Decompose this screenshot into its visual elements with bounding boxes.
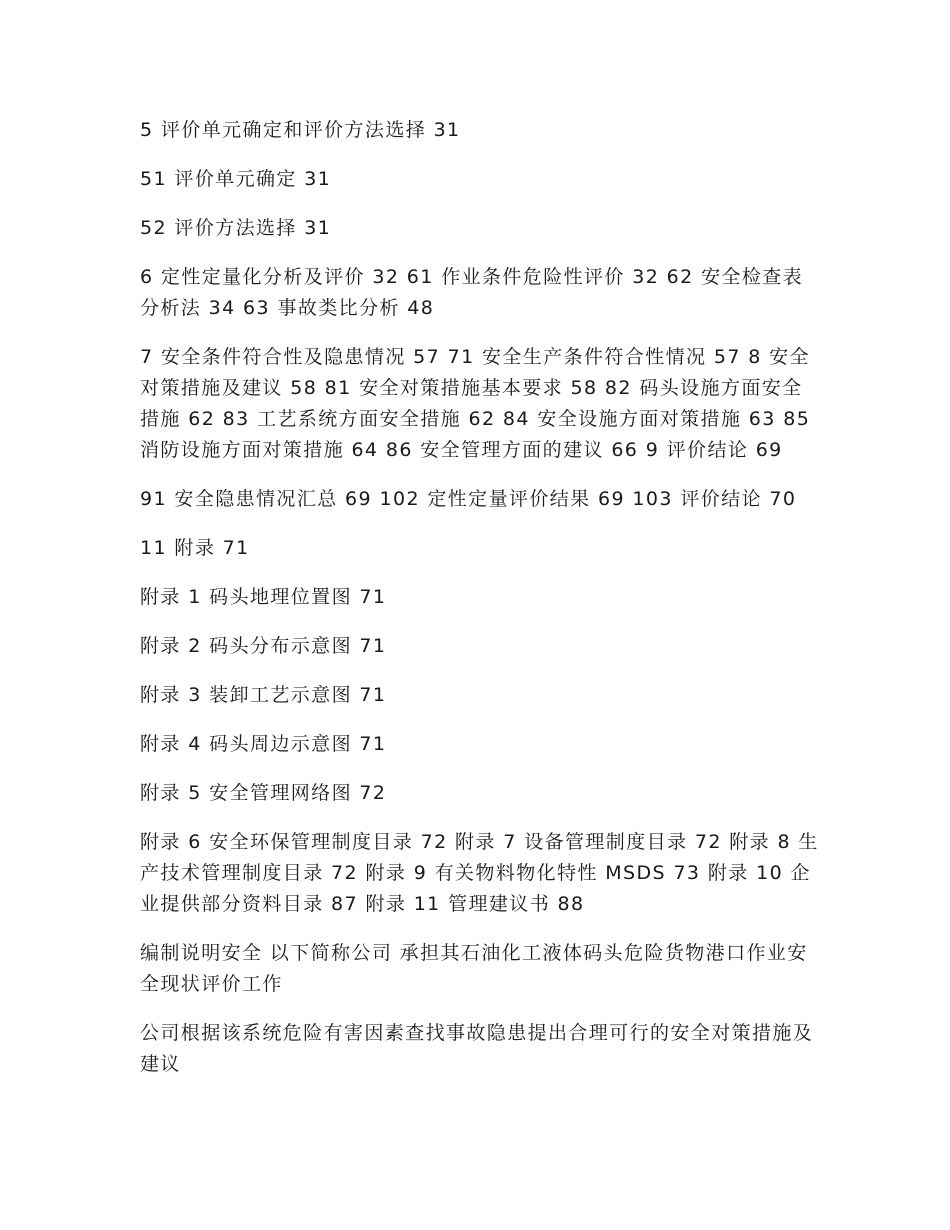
toc-appendix-2: 附录 2 码头分布示意图 71 xyxy=(140,635,387,657)
toc-appendix-3: 附录 3 装卸工艺示意图 71 xyxy=(140,684,387,706)
toc-entry-6: 6 定性定量化分析及评价 32 61 作业条件危险性评价 32 62 安全检查表分析法 34 63 事故类比分析 48 xyxy=(140,266,804,319)
document-body xyxy=(140,115,820,1098)
toc-entry-7-9: 7 安全条件符合性及隐患情况 57 71 安全生产条件符合性情况 57 8 安全对策措施及建议 58 81 安全对策措施基本要求 58 82 码头设施方面安全措施 62 83 工艺系统方面安全措施 62 84 安全设施方面对策措施 63 85 消防设施方面对策措施 64 86 安全管理方面的建议 66 9 评价结论 69 xyxy=(140,346,811,461)
toc-appendix-4: 附录 4 码头周边示意图 71 xyxy=(140,733,387,755)
body-paragraph-preface: 编制说明安全 以下简称公司 承担其石油化工液体码头危险货物港口作业安全现状评价工作 xyxy=(140,942,808,995)
toc-entry-91-103: 91 安全隐患情况汇总 69 102 定性定量评价结果 69 103 评价结论 70 xyxy=(140,488,797,510)
toc-entry-52: 52 评价方法选择 31 xyxy=(140,217,332,239)
toc-appendix-1: 附录 1 码头地理位置图 71 xyxy=(140,586,387,608)
toc-appendix-6-11: 附录 6 安全环保管理制度目录 72 附录 7 设备管理制度目录 72 附录 8 生产技术管理制度目录 72 附录 9 有关物料物化特性 MSDS 73 附录 10 企业提供部分资料目录 87 附录 11 管理建议书 88 xyxy=(140,831,819,915)
toc-entry-11: 11 附录 71 xyxy=(140,537,250,559)
toc-entry-51: 51 评价单元确定 31 xyxy=(140,168,332,190)
body-paragraph-method: 公司根据该系统危险有害因素查找事故隐患提出合理可行的安全对策措施及建议 xyxy=(140,1022,814,1075)
toc-appendix-5: 附录 5 安全管理网络图 72 xyxy=(140,782,387,804)
toc-entry-5: 5 评价单元确定和评价方法选择 31 xyxy=(140,119,461,141)
